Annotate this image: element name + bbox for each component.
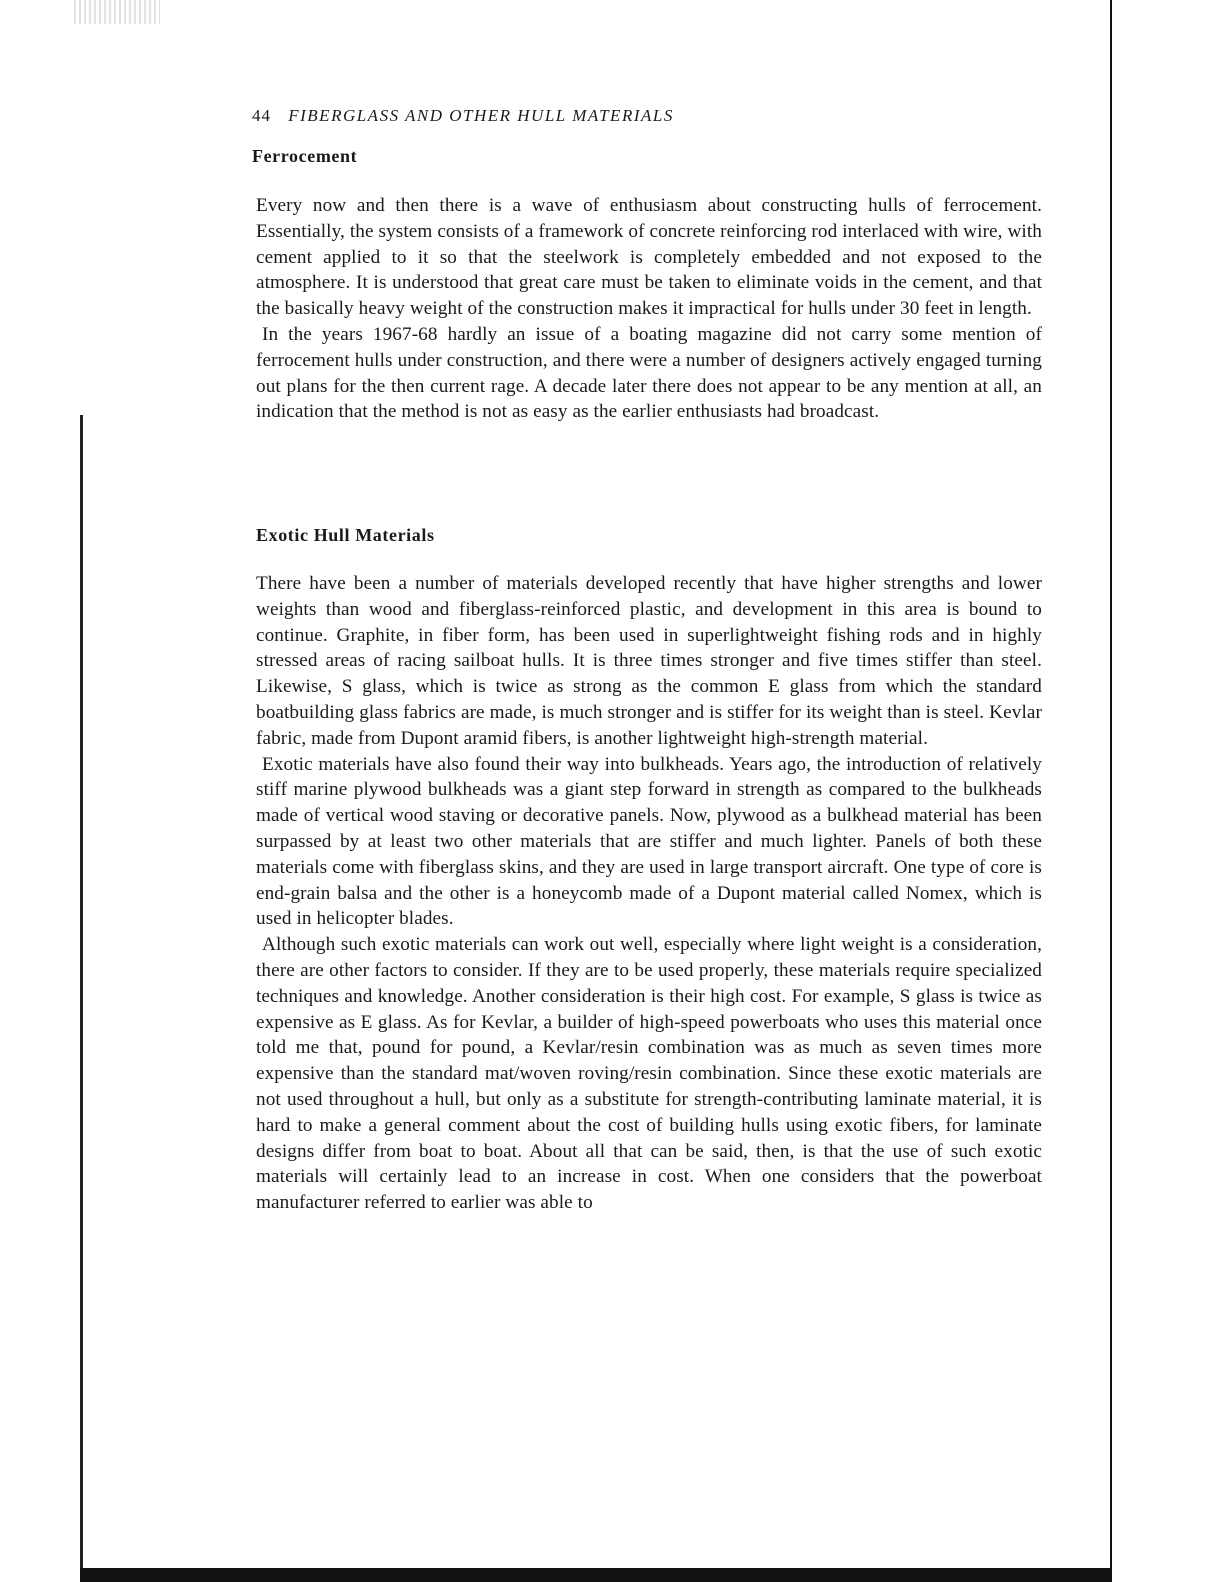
paragraph: Every now and then there is a wave of enthusiasm about constructing hulls of ferrocement. Essentially, the system consists of a framework of concrete reinforcing rod interlaced with wire, with cement applied to it so that the steelwork is completely embedded and not exposed to the atmosphere. It is understood that great care must be taken to eliminate voids in the cement, and that the basically heavy weight of the construction makes it impractical for hulls under 30 feet in length.	[256, 195, 1042, 320]
scan-artifact	[74, 0, 160, 24]
running-head-title: FIBERGLASS AND OTHER HULL MATERIALS	[288, 106, 674, 125]
paragraph: Exotic materials have also found their way into bulkheads. Years ago, the introduction of relatively stiff marine plywood bulkheads was a giant step forward in strength as compared to the bulkheads made of vertical wood staving or decorative panels. Now, plywood as a bulkhead material has been surpassed by at least two other materials that are stiffer and much lighter. Panels of both these materials come with fiberglass skins, and they are used in large transport aircraft. One type of core is end-grain balsa and the other is a honeycomb made of a Dupont material called Nomex, which is used in helicopter blades.	[256, 753, 1042, 930]
paragraph: Although such exotic materials can work out well, especially where light weight is a consideration, there are other factors to consider. If they are to be used properly, these materials require specialized techniques and knowledge. Another consideration is their high cost. For example, S glass is twice as expensive as E glass. As for Kevlar, a builder of high-speed powerboats who uses this material once told me that, pound for pound, a Kevlar/resin combination was as much as seven times more expensive than the standard mat/woven roving/resin combination. Since these exotic materials are not used throughout a hull, but only as a substitute for strength-contributing laminate material, it is hard to make a general comment about the cost of building hulls using exotic fibers, for laminate designs differ from boat to boat. About all that can be said, then, is that the use of such exotic materials will certainly lead to an increase in cost. When one considers that the powerboat manufacturer referred to earlier was able to	[256, 934, 1042, 1214]
scan-border-left	[80, 415, 83, 1575]
section-heading-exotic-hull-materials: Exotic Hull Materials	[256, 525, 435, 545]
running-head	[252, 106, 674, 126]
paragraph: There have been a number of materials developed recently that have higher strengths and lower weights than wood and fiberglass-reinforced plastic, and development in this area is bound to continue. Graphite, in fiber form, has been used in superlightweight fishing rods and in highly stressed areas of racing sailboat hulls. It is three times stronger and five times stiffer than steel. Likewise, S glass, which is twice as strong as the common E glass from which the standard boatbuilding glass fabrics are made, is much stronger and is stiffer for its weight than is steel. Kevlar fabric, made from Dupont aramid fibers, is another lightweight high-strength material.	[256, 573, 1042, 749]
section-ferrocement	[256, 193, 1042, 425]
scan-border-right	[1110, 0, 1112, 1582]
paragraph: In the years 1967-68 hardly an issue of a boating magazine did not carry some mention of ferrocement hulls under construction, and there were a number of designers actively engaged turning out plans for the then current rage. A decade later there does not appear to be any mention at all, an indication that the method is not as easy as the earlier enthusiasts had broadcast.	[256, 323, 1042, 423]
scan-border-bottom	[80, 1568, 1110, 1582]
page-number: 44	[252, 106, 271, 125]
section-heading-ferrocement: Ferrocement	[252, 146, 358, 166]
section-exotic-hull-materials	[256, 571, 1042, 1216]
